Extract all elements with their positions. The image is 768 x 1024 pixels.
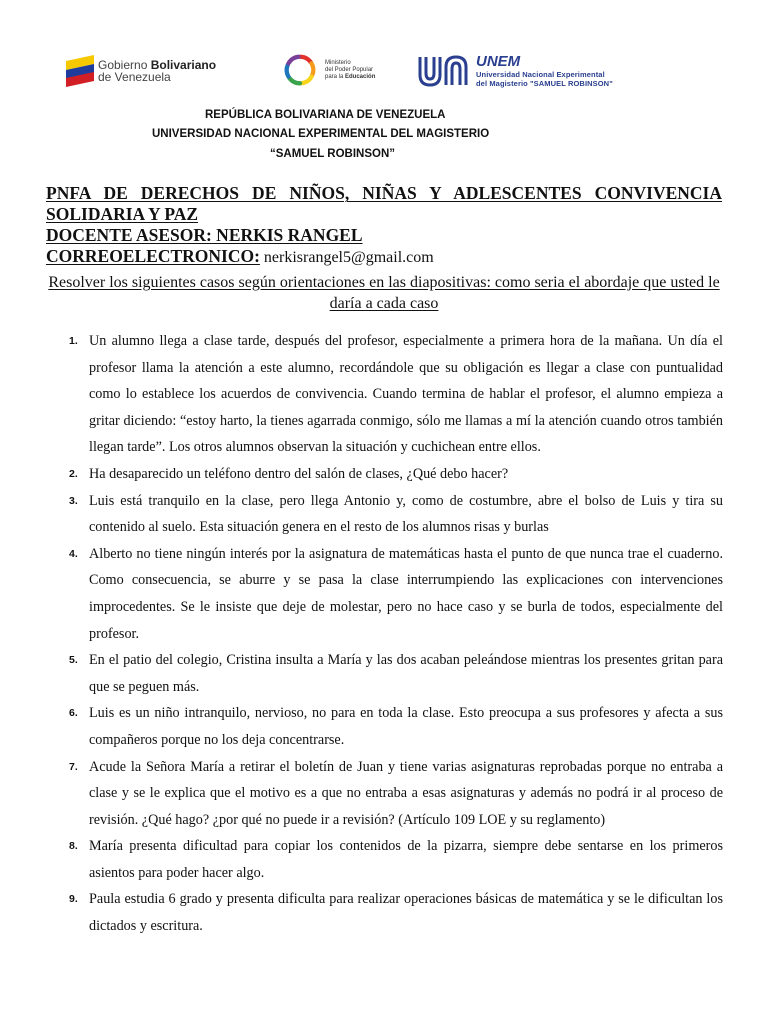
unem-emblem-icon: [416, 51, 470, 91]
ministerio-swirl-icon: [281, 51, 319, 89]
case-number: 9.: [69, 893, 78, 906]
logo-header: [0, 40, 768, 102]
case-item: [60, 541, 723, 647]
swirl-arc: [289, 78, 300, 83]
ministerio-line3-regular: para la: [325, 73, 346, 80]
email-label: CORREOELECTRONICO:: [46, 246, 260, 266]
email-line: [46, 246, 722, 268]
case-text: Paula estudia 6 grado y presenta dificulta para realizar operaciones básicas de matemática y se le dificultan los dictados y escritura.: [89, 891, 723, 935]
swirl-arc: [301, 77, 311, 84]
case-text: En el patio del colegio, Cristina insulta a María y las dos acaban peleándose mientras los presentes gritan para que se peguen más.: [89, 652, 723, 695]
case-number: 3.: [69, 494, 78, 507]
case-text: Ha desaparecido un teléfono dentro del salón de clases, ¿Qué debo hacer?: [89, 465, 509, 482]
case-item: [60, 488, 723, 541]
case-number: 5.: [69, 654, 78, 667]
swirl-arc: [288, 57, 298, 64]
swirl-arc: [300, 57, 311, 62]
case-item: [60, 647, 723, 700]
case-number: 8.: [69, 840, 78, 853]
case-text: Alberto no tiene ningún interés por la asignatura de matemáticas hasta el punto de que nunca trae el cuaderno. Como consecuencia, se aburre y se pasa la clase interrumpiendo las explicaciones con intervenciones improcedentes. Se le insiste que deje de molestar, pero no hace caso y se burla de todos, especialmente del profesor.: [89, 545, 723, 642]
document-header: [46, 183, 722, 314]
case-number: 4.: [69, 547, 78, 560]
case-number: 6.: [69, 707, 78, 720]
case-text: Luis es un niño intranquilo, nervioso, no para en toda la clase. Esto preocupa a sus profesores y afecta a sus compañeros porque no los deja concentrarse.: [89, 705, 723, 748]
case-text: Un alumno llega a clase tarde, después del profesor, especialmente a primera hora de la mañana. Un día el profesor llama la atención a este alumno, recordándole que su obligación es llegar a clase con puntualidad como lo establece los acuerdos de convivencia. Cuando termina de hablar el profesor, el alumno empieza a gritar diciendo: “estoy harto, la tienes agarrada conmigo, sólo me llamas a mí la atención cuando otros también llegan tarde”. Los otros alumnos observan la situación y cuchichean entre ellos.: [89, 333, 723, 456]
institution-line-2: UNIVERSIDAD NACIONAL EXPERIMENTAL DEL MAGISTERIO: [152, 128, 490, 140]
cases-list: [60, 328, 723, 940]
institution-line-1: REPÚBLICA BOLIVARIANA DE VENEZUELA: [205, 109, 446, 121]
unem-subtitle-line1: Universidad Nacional Experimental: [476, 70, 605, 79]
case-number: 7.: [69, 760, 78, 773]
gobierno-line1-regular: Gobierno: [98, 58, 151, 72]
ministerio-line3-bold: Educación: [345, 73, 376, 80]
case-text: Luis está tranquilo en la clase, pero llega Antonio y, como de costumbre, abre el bolso de Luis y tira su contenido al suelo. Esta situación genera en el resto de los alumnos risas y burlas: [89, 492, 723, 536]
advisor-line: DOCENTE ASESOR: NERKIS RANGEL: [46, 225, 363, 245]
case-number: 1.: [69, 335, 78, 347]
case-item: [60, 328, 723, 461]
ministerio-line2: del Poder Popular: [325, 66, 374, 73]
unem-subtitle-line2: del Magisterio "SAMUEL ROBINSON": [476, 79, 613, 88]
case-item: [60, 754, 723, 834]
ministerio-educacion-logo: [281, 50, 401, 90]
instruction-text: Resolver los siguientes casos según orientaciones en las diapositivas: como seria el abordaje que usted le daría a cada caso: [48, 274, 720, 312]
case-item: [60, 461, 723, 488]
gobierno-line1-bold: Bolivariano: [150, 58, 217, 72]
case-number: 2.: [69, 467, 78, 480]
case-text: Acude la Señora María a retirar el boletín de Juan y tiene varias asignaturas reprobadas porque no entraba a clase y se le explica que el motivo es a que no entraba a esas asignaturas y además no podrá ir al proceso de revisión. ¿Qué hago? ¿por qué no puede ir a revisión? (Artículo 109 LOE y su reglamento): [89, 758, 723, 828]
case-item: [60, 886, 723, 939]
swirl-arc: [312, 63, 314, 75]
venezuela-flag-icon: [66, 58, 94, 84]
case-item: [60, 833, 723, 886]
program-title-line-2: SOLIDARIA Y PAZ: [46, 204, 199, 224]
case-item: [60, 700, 723, 753]
gobierno-line2: de Venezuela: [98, 70, 171, 84]
email-value: nerkisrangel5@gmail.com: [259, 249, 434, 266]
swirl-arc: [287, 65, 289, 77]
unem-logo: [416, 48, 656, 94]
gobierno-bolivariano-logo: [66, 54, 226, 88]
unem-title: UNEM: [476, 53, 521, 70]
program-title-line-1: PNFA DE DERECHOS DE NIÑOS, NIÑAS Y ADLESCENTES CONVIVENCIA: [46, 183, 722, 203]
ministerio-line1: Ministerio: [325, 59, 351, 66]
institution-line-3: “SAMUEL ROBINSON”: [270, 148, 396, 160]
case-text: María presenta dificultad para copiar los contenidos de la pizarra, siempre debe sentarse en los primeros asientos para poder hacer algo.: [89, 838, 723, 881]
